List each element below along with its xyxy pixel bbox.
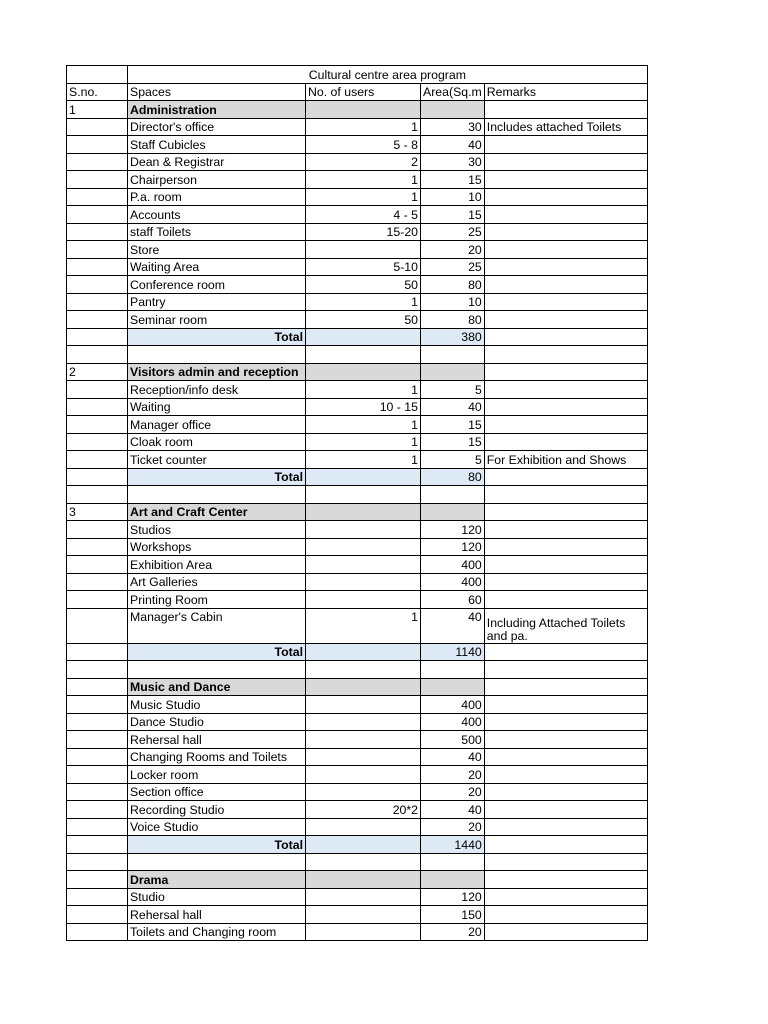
remarks-cell bbox=[484, 521, 647, 539]
table-row bbox=[67, 696, 648, 714]
sno-cell bbox=[67, 188, 128, 206]
space-cell: Waiting Area bbox=[128, 258, 306, 276]
area-cell: 30 bbox=[421, 153, 485, 171]
blank-row bbox=[67, 853, 648, 871]
total-row bbox=[67, 643, 648, 661]
area-cell: 5 bbox=[421, 451, 485, 469]
space-cell: Art and Craft Center bbox=[128, 503, 306, 521]
area-cell bbox=[421, 678, 485, 696]
space-cell bbox=[128, 661, 306, 679]
remarks-cell bbox=[484, 346, 647, 364]
blank-row bbox=[67, 486, 648, 504]
table-row bbox=[67, 153, 648, 171]
area-cell: 80 bbox=[421, 311, 485, 329]
area-cell: 120 bbox=[421, 521, 485, 539]
users-cell bbox=[306, 346, 421, 364]
remarks-cell: Includes attached Toilets bbox=[484, 118, 647, 136]
remarks-cell bbox=[484, 538, 647, 556]
remarks-cell bbox=[484, 468, 647, 486]
table-row bbox=[67, 171, 648, 189]
area-cell: 15 bbox=[421, 433, 485, 451]
table-row bbox=[67, 311, 648, 329]
users-cell: 10 - 15 bbox=[306, 398, 421, 416]
users-cell bbox=[306, 503, 421, 521]
space-cell: Accounts bbox=[128, 206, 306, 224]
users-cell: 1 bbox=[306, 293, 421, 311]
space-cell: Toilets and Changing room bbox=[128, 923, 306, 941]
remarks-cell bbox=[484, 293, 647, 311]
users-cell bbox=[306, 836, 421, 854]
remarks-cell bbox=[484, 818, 647, 836]
remarks-cell bbox=[484, 223, 647, 241]
header-users: No. of users bbox=[306, 83, 421, 101]
users-cell: 1 bbox=[306, 416, 421, 434]
remarks-cell bbox=[484, 276, 647, 294]
header-spaces: Spaces bbox=[128, 83, 306, 101]
remarks-cell: Including Attached Toilets and pa. bbox=[484, 608, 647, 643]
area-cell: 80 bbox=[421, 276, 485, 294]
space-cell: Workshops bbox=[128, 538, 306, 556]
remarks-cell bbox=[484, 661, 647, 679]
section-row bbox=[67, 101, 648, 119]
space-cell: Total bbox=[128, 468, 306, 486]
remarks-cell bbox=[484, 556, 647, 574]
sno-cell bbox=[67, 661, 128, 679]
table-row bbox=[67, 538, 648, 556]
table-row bbox=[67, 451, 648, 469]
remarks-cell bbox=[484, 748, 647, 766]
remarks-cell bbox=[484, 398, 647, 416]
users-cell: 20*2 bbox=[306, 801, 421, 819]
table-row bbox=[67, 556, 648, 574]
area-cell: 120 bbox=[421, 888, 485, 906]
users-cell: 1 bbox=[306, 451, 421, 469]
area-cell: 40 bbox=[421, 398, 485, 416]
sno-cell bbox=[67, 591, 128, 609]
users-cell bbox=[306, 241, 421, 259]
space-cell: Locker room bbox=[128, 766, 306, 784]
sno-cell bbox=[67, 258, 128, 276]
space-cell bbox=[128, 853, 306, 871]
sno-cell bbox=[67, 451, 128, 469]
space-cell: Cloak room bbox=[128, 433, 306, 451]
space-cell: Pantry bbox=[128, 293, 306, 311]
sno-cell bbox=[67, 783, 128, 801]
header-sno: S.no. bbox=[67, 83, 128, 101]
table-title: Cultural centre area program bbox=[128, 66, 648, 84]
space-cell: Section office bbox=[128, 783, 306, 801]
users-cell bbox=[306, 871, 421, 889]
area-cell bbox=[421, 661, 485, 679]
area-cell: 40 bbox=[421, 748, 485, 766]
space-cell: Visitors admin and reception bbox=[128, 363, 306, 381]
remarks-cell: For Exhibition and Shows bbox=[484, 451, 647, 469]
users-cell bbox=[306, 661, 421, 679]
space-cell: Reception/info desk bbox=[128, 381, 306, 399]
users-cell bbox=[306, 906, 421, 924]
space-cell: Changing Rooms and Toilets bbox=[128, 748, 306, 766]
remarks-cell bbox=[484, 381, 647, 399]
blank-row bbox=[67, 661, 648, 679]
table-row bbox=[67, 416, 648, 434]
users-cell bbox=[306, 818, 421, 836]
users-cell bbox=[306, 643, 421, 661]
table-row bbox=[67, 206, 648, 224]
table-row bbox=[67, 591, 648, 609]
area-cell: 20 bbox=[421, 783, 485, 801]
remarks-cell bbox=[484, 188, 647, 206]
area-cell bbox=[421, 101, 485, 119]
remarks-cell bbox=[484, 591, 647, 609]
sno-cell bbox=[67, 696, 128, 714]
table-row bbox=[67, 433, 648, 451]
total-row bbox=[67, 468, 648, 486]
remarks-cell bbox=[484, 906, 647, 924]
area-cell: 500 bbox=[421, 731, 485, 749]
users-cell: 50 bbox=[306, 311, 421, 329]
area-cell: 15 bbox=[421, 171, 485, 189]
sno-cell bbox=[67, 293, 128, 311]
area-program-table bbox=[66, 65, 648, 941]
space-cell: P.a. room bbox=[128, 188, 306, 206]
sno-cell bbox=[67, 153, 128, 171]
users-cell: 1 bbox=[306, 118, 421, 136]
sno-cell bbox=[67, 538, 128, 556]
area-cell: 15 bbox=[421, 416, 485, 434]
table-row bbox=[67, 398, 648, 416]
area-cell bbox=[421, 486, 485, 504]
remarks-cell bbox=[484, 696, 647, 714]
users-cell bbox=[306, 556, 421, 574]
sno-cell bbox=[67, 923, 128, 941]
sno-cell bbox=[67, 433, 128, 451]
area-cell: 25 bbox=[421, 223, 485, 241]
sno-cell bbox=[67, 223, 128, 241]
remarks-cell bbox=[484, 766, 647, 784]
area-cell: 60 bbox=[421, 591, 485, 609]
space-cell: Printing Room bbox=[128, 591, 306, 609]
table-row bbox=[67, 608, 648, 643]
table-row bbox=[67, 731, 648, 749]
space-cell: Drama bbox=[128, 871, 306, 889]
blank-row bbox=[67, 346, 648, 364]
remarks-cell bbox=[484, 171, 647, 189]
users-cell bbox=[306, 713, 421, 731]
users-cell bbox=[306, 591, 421, 609]
table-row bbox=[67, 801, 648, 819]
users-cell bbox=[306, 923, 421, 941]
users-cell: 2 bbox=[306, 153, 421, 171]
table-row bbox=[67, 766, 648, 784]
users-cell: 1 bbox=[306, 188, 421, 206]
section-row bbox=[67, 363, 648, 381]
sno-cell bbox=[67, 643, 128, 661]
sno-cell bbox=[67, 608, 128, 643]
remarks-cell bbox=[484, 101, 647, 119]
users-cell bbox=[306, 766, 421, 784]
users-cell: 50 bbox=[306, 276, 421, 294]
space-cell: Exhibition Area bbox=[128, 556, 306, 574]
users-cell: 15-20 bbox=[306, 223, 421, 241]
area-cell: 25 bbox=[421, 258, 485, 276]
space-cell: Dance Studio bbox=[128, 713, 306, 731]
title-blank-cell bbox=[67, 66, 128, 84]
space-cell: Total bbox=[128, 328, 306, 346]
space-cell: Conference room bbox=[128, 276, 306, 294]
remarks-cell bbox=[484, 643, 647, 661]
space-cell: Staff Cubicles bbox=[128, 136, 306, 154]
sno-cell bbox=[67, 276, 128, 294]
users-cell bbox=[306, 538, 421, 556]
space-cell: Store bbox=[128, 241, 306, 259]
sno-cell bbox=[67, 871, 128, 889]
sno-cell bbox=[67, 906, 128, 924]
space-cell: Waiting bbox=[128, 398, 306, 416]
sno-cell bbox=[67, 713, 128, 731]
area-cell bbox=[421, 363, 485, 381]
sno-cell bbox=[67, 241, 128, 259]
table-row bbox=[67, 573, 648, 591]
area-cell: 10 bbox=[421, 293, 485, 311]
sno-cell bbox=[67, 521, 128, 539]
total-row bbox=[67, 836, 648, 854]
table-row bbox=[67, 188, 648, 206]
sno-cell bbox=[67, 818, 128, 836]
remarks-cell bbox=[484, 836, 647, 854]
header-remarks: Remarks bbox=[484, 83, 647, 101]
users-cell: 1 bbox=[306, 433, 421, 451]
remarks-cell bbox=[484, 923, 647, 941]
sno-cell bbox=[67, 206, 128, 224]
area-cell: 1440 bbox=[421, 836, 485, 854]
sno-cell: 1 bbox=[67, 101, 128, 119]
users-cell: 5 - 8 bbox=[306, 136, 421, 154]
sno-cell bbox=[67, 486, 128, 504]
area-cell bbox=[421, 346, 485, 364]
area-cell: 5 bbox=[421, 381, 485, 399]
sno-cell bbox=[67, 328, 128, 346]
space-cell: Administration bbox=[128, 101, 306, 119]
area-cell: 40 bbox=[421, 608, 485, 643]
remarks-cell bbox=[484, 433, 647, 451]
remarks-cell bbox=[484, 503, 647, 521]
space-cell: Rehersal hall bbox=[128, 731, 306, 749]
table-row bbox=[67, 381, 648, 399]
remarks-cell bbox=[484, 573, 647, 591]
table-row bbox=[67, 223, 648, 241]
area-cell: 380 bbox=[421, 328, 485, 346]
users-cell bbox=[306, 748, 421, 766]
table-row bbox=[67, 276, 648, 294]
sno-cell: 2 bbox=[67, 363, 128, 381]
area-cell bbox=[421, 853, 485, 871]
table-row bbox=[67, 521, 648, 539]
sno-cell bbox=[67, 136, 128, 154]
space-cell: Total bbox=[128, 643, 306, 661]
remarks-cell bbox=[484, 486, 647, 504]
users-cell bbox=[306, 468, 421, 486]
space-cell: Director's office bbox=[128, 118, 306, 136]
table-row bbox=[67, 713, 648, 731]
remarks-cell bbox=[484, 888, 647, 906]
space-cell: Seminar room bbox=[128, 311, 306, 329]
section-row bbox=[67, 503, 648, 521]
sno-cell bbox=[67, 118, 128, 136]
area-cell: 80 bbox=[421, 468, 485, 486]
space-cell: Recording Studio bbox=[128, 801, 306, 819]
users-cell bbox=[306, 853, 421, 871]
area-cell: 1140 bbox=[421, 643, 485, 661]
space-cell: Chairperson bbox=[128, 171, 306, 189]
space-cell: Studio bbox=[128, 888, 306, 906]
table-row bbox=[67, 906, 648, 924]
sno-cell bbox=[67, 731, 128, 749]
remarks-cell bbox=[484, 363, 647, 381]
space-cell: Music Studio bbox=[128, 696, 306, 714]
users-cell: 1 bbox=[306, 608, 421, 643]
sno-cell bbox=[67, 398, 128, 416]
remarks-cell bbox=[484, 136, 647, 154]
area-cell: 20 bbox=[421, 241, 485, 259]
table-row bbox=[67, 923, 648, 941]
table-row bbox=[67, 241, 648, 259]
sno-cell bbox=[67, 573, 128, 591]
remarks-cell bbox=[484, 871, 647, 889]
remarks-cell bbox=[484, 153, 647, 171]
space-cell: Dean & Registrar bbox=[128, 153, 306, 171]
area-cell: 120 bbox=[421, 538, 485, 556]
area-cell: 20 bbox=[421, 766, 485, 784]
sno-cell bbox=[67, 853, 128, 871]
header-area: Area(Sq.m bbox=[421, 83, 485, 101]
users-cell bbox=[306, 363, 421, 381]
area-cell: 40 bbox=[421, 136, 485, 154]
remarks-cell bbox=[484, 678, 647, 696]
area-cell bbox=[421, 871, 485, 889]
area-cell: 15 bbox=[421, 206, 485, 224]
users-cell bbox=[306, 696, 421, 714]
space-cell: Art Galleries bbox=[128, 573, 306, 591]
users-cell bbox=[306, 328, 421, 346]
table-row bbox=[67, 748, 648, 766]
sno-cell: 3 bbox=[67, 503, 128, 521]
table-row bbox=[67, 888, 648, 906]
section-row bbox=[67, 678, 648, 696]
table-row bbox=[67, 118, 648, 136]
remarks-cell bbox=[484, 853, 647, 871]
sno-cell bbox=[67, 748, 128, 766]
users-cell bbox=[306, 678, 421, 696]
remarks-cell bbox=[484, 258, 647, 276]
sno-cell bbox=[67, 468, 128, 486]
sno-cell bbox=[67, 346, 128, 364]
users-cell bbox=[306, 731, 421, 749]
area-cell: 400 bbox=[421, 556, 485, 574]
remarks-cell bbox=[484, 783, 647, 801]
remarks-cell bbox=[484, 713, 647, 731]
sno-cell bbox=[67, 766, 128, 784]
users-cell bbox=[306, 486, 421, 504]
table-row bbox=[67, 293, 648, 311]
area-cell: 40 bbox=[421, 801, 485, 819]
sno-cell bbox=[67, 836, 128, 854]
users-cell: 5-10 bbox=[306, 258, 421, 276]
sno-cell bbox=[67, 171, 128, 189]
sno-cell bbox=[67, 311, 128, 329]
remarks-cell bbox=[484, 416, 647, 434]
area-cell: 10 bbox=[421, 188, 485, 206]
space-cell: Studios bbox=[128, 521, 306, 539]
table-row bbox=[67, 258, 648, 276]
area-cell: 30 bbox=[421, 118, 485, 136]
space-cell: Total bbox=[128, 836, 306, 854]
space-cell: Manager's Cabin bbox=[128, 608, 306, 643]
area-cell: 20 bbox=[421, 818, 485, 836]
section-row bbox=[67, 871, 648, 889]
header-row bbox=[67, 83, 648, 101]
users-cell bbox=[306, 101, 421, 119]
space-cell: Music and Dance bbox=[128, 678, 306, 696]
users-cell bbox=[306, 521, 421, 539]
remarks-cell bbox=[484, 801, 647, 819]
area-cell: 400 bbox=[421, 696, 485, 714]
users-cell bbox=[306, 783, 421, 801]
table-row bbox=[67, 818, 648, 836]
remarks-cell bbox=[484, 328, 647, 346]
sno-cell bbox=[67, 678, 128, 696]
users-cell bbox=[306, 573, 421, 591]
sno-cell bbox=[67, 416, 128, 434]
space-cell: Rehersal hall bbox=[128, 906, 306, 924]
sno-cell bbox=[67, 556, 128, 574]
space-cell: Voice Studio bbox=[128, 818, 306, 836]
area-cell: 400 bbox=[421, 573, 485, 591]
remarks-cell bbox=[484, 311, 647, 329]
space-cell: Ticket counter bbox=[128, 451, 306, 469]
area-cell: 20 bbox=[421, 923, 485, 941]
total-row bbox=[67, 328, 648, 346]
space-cell bbox=[128, 346, 306, 364]
remarks-cell bbox=[484, 206, 647, 224]
title-row bbox=[67, 66, 648, 84]
table-row bbox=[67, 783, 648, 801]
sno-cell bbox=[67, 381, 128, 399]
users-cell: 4 - 5 bbox=[306, 206, 421, 224]
space-cell: staff Toilets bbox=[128, 223, 306, 241]
remarks-cell bbox=[484, 731, 647, 749]
space-cell: Manager office bbox=[128, 416, 306, 434]
space-cell bbox=[128, 486, 306, 504]
users-cell: 1 bbox=[306, 381, 421, 399]
table-row bbox=[67, 136, 648, 154]
sno-cell bbox=[67, 888, 128, 906]
area-cell: 400 bbox=[421, 713, 485, 731]
users-cell bbox=[306, 888, 421, 906]
remarks-cell bbox=[484, 241, 647, 259]
area-cell: 150 bbox=[421, 906, 485, 924]
users-cell: 1 bbox=[306, 171, 421, 189]
area-cell bbox=[421, 503, 485, 521]
sno-cell bbox=[67, 801, 128, 819]
